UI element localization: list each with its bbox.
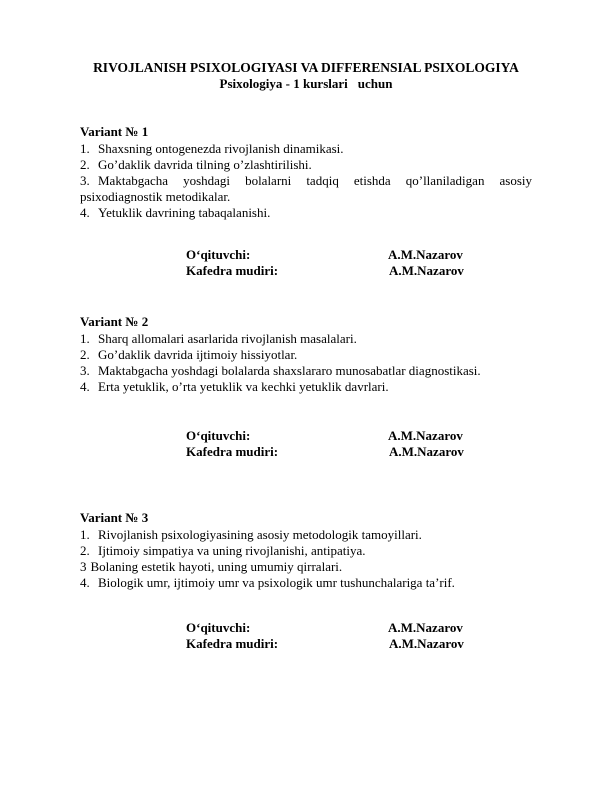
question-item [80,543,532,559]
head-role-label: Kafedra mudiri: [186,636,279,651]
teacher-role-label: O‘qituvchi: [186,247,251,262]
question-number: 1. [80,141,90,156]
question-item [80,575,532,591]
variant-1 [80,124,532,221]
variant-title: Variant № 3 [80,510,149,525]
signature-block-1 [186,247,486,279]
teacher-signature-row [186,247,486,263]
head-name: A.M.Nazarov [389,263,464,278]
variant-title: Variant № 1 [80,124,149,139]
head-name: A.M.Nazarov [389,444,464,459]
question-item [80,363,532,379]
variant-3 [80,510,532,591]
question-text: Yetuklik davrining tabaqalanishi. [98,205,271,220]
question-text: Ijtimoiy simpatiya va uning rivojlanishi, antipatiya. [98,543,366,558]
head-signature-row [186,444,486,460]
subtitle-course: Psixologiya - 1 kurslari [219,76,348,91]
teacher-signature-row [186,620,486,636]
head-signature-row [186,636,486,652]
signature-block-3 [186,620,486,652]
question-number: 2. [80,543,90,558]
head-role-label: Kafedra mudiri: [186,444,279,459]
teacher-signature-row [186,428,486,444]
question-item [80,347,532,363]
question-number: 3. [80,173,90,188]
question-text: Maktabgacha yoshdagi bolalarni tadqiq etishda qo’llaniladigan asosiy [98,173,532,188]
question-number: 4. [80,205,90,220]
question-text: Rivojlanish psixologiyasining asosiy metodologik tamoyillari. [98,527,422,542]
document-subtitle [0,76,612,92]
question-item [80,527,532,543]
variant-title: Variant № 2 [80,314,149,329]
question-number: 1. [80,331,90,346]
question-number: 4. [80,575,90,590]
question-text: Maktabgacha yoshdagi bolalarda shaxslararo munosabatlar diagnostikasi. [98,363,481,378]
teacher-name: A.M.Nazarov [388,428,463,443]
question-number: 2. [80,157,90,172]
question-item [80,205,532,221]
question-item [80,157,532,173]
question-item [80,379,532,395]
question-number: 3 [80,559,87,574]
question-item [80,331,532,347]
signature-block-2 [186,428,486,460]
question-text: Shaxsning ontogenezda rivojlanish dinamikasi. [98,141,344,156]
teacher-role-label: O‘qituvchi: [186,620,251,635]
document-title: RIVOJLANISH PSIXOLOGIYASI VA DIFFERENSIAL PSIXOLOGIYA [93,60,519,75]
subtitle-uchun: uchun [357,76,393,91]
question-text: Go’daklik davrida tilning o’zlashtirilishi. [98,157,312,172]
question-number: 3. [80,363,90,378]
teacher-role-label: O‘qituvchi: [186,428,251,443]
head-signature-row [186,263,486,279]
question-item [80,559,532,575]
question-continuation: psixodiagnostik metodikalar. [80,189,231,204]
question-text: Bolaning estetik hayoti, uning umumiy qirralari. [90,559,343,574]
question-number: 2. [80,347,90,362]
question-text: Erta yetuklik, o’rta yetuklik va kechki yetuklik davrlari. [98,379,389,394]
question-text: Biologik umr, ijtimoiy umr va psixologik umr tushunchalariga ta’rif. [98,575,455,590]
teacher-name: A.M.Nazarov [388,620,463,635]
question-number: 4. [80,379,90,394]
question-text: Sharq allomalari asarlarida rivojlanish masalalari. [98,331,357,346]
head-role-label: Kafedra mudiri: [186,263,279,278]
question-number: 1. [80,527,90,542]
variant-2 [80,314,532,395]
question-text: Go’daklik davrida ijtimoiy hissiyotlar. [98,347,298,362]
teacher-name: A.M.Nazarov [388,247,463,262]
head-name: A.M.Nazarov [389,636,464,651]
question-item [80,141,532,157]
question-item [80,173,532,189]
